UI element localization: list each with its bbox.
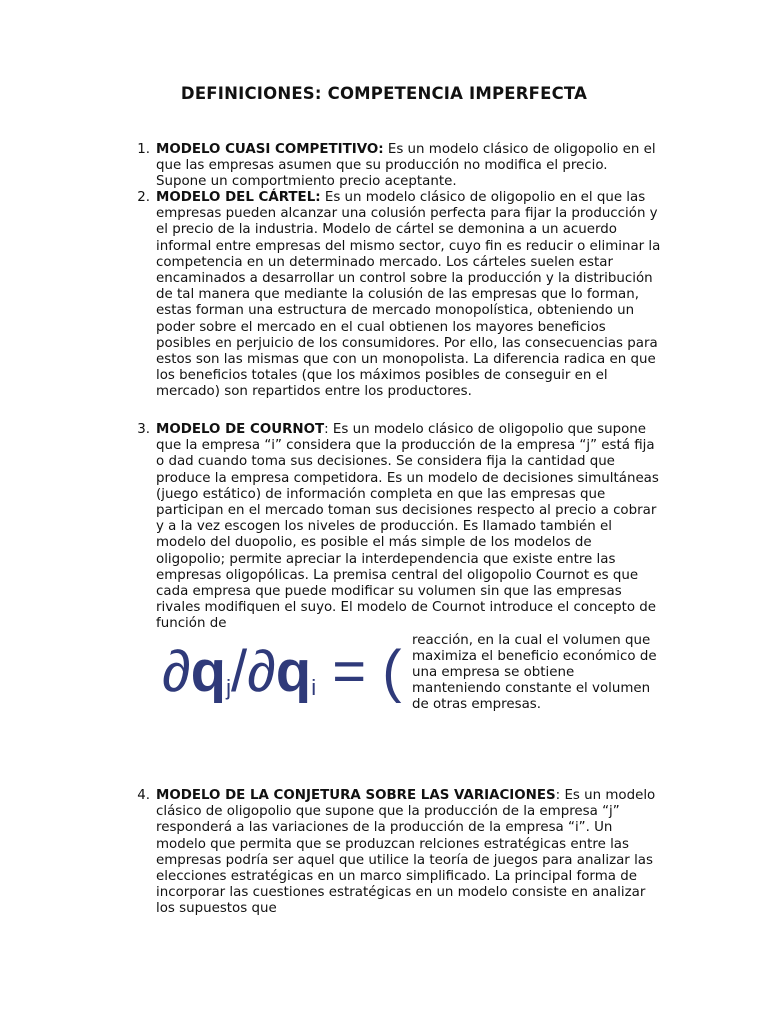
list-item-body [156,422,661,633]
formula-variable: q [190,638,227,704]
partial-symbol: ∂ [247,638,276,704]
list-item-body [156,142,661,191]
formula-equals: = ( [316,638,402,704]
formula-subscript: i [311,674,317,700]
list-item-body [156,190,661,401]
list-item-heading: MODELO CUASI COMPETITIVO: [156,142,384,157]
list-item-cournot [137,422,661,723]
list-number: 1. [137,142,150,157]
list-item-conjetura-variaciones [137,788,661,918]
formula-variable: q [275,638,312,704]
list-item-heading: MODELO DE LA CONJETURA SOBRE LAS VARIACIONES [156,788,556,803]
list-item-cuasi-competitivo [137,142,661,191]
list-number: 4. [137,788,150,803]
list-number: 3. [137,422,150,437]
formula-row [156,633,661,723]
partial-symbol: ∂ [162,638,191,704]
list-item-cartel [137,190,661,401]
list-item-body [156,788,661,918]
formula-subscript: j [226,674,231,700]
list-item-heading: MODELO DE COURNOT [156,422,325,437]
reaction-formula [162,637,402,723]
list-number: 2. [137,190,150,205]
list-item-text: : Es un modelo clásico de oligopolio que supone que la empresa “i” considera que la producción de la empresa “j” está fija o dad cuando toma sus decisiones. Se considera fija la cantidad que produce la empresa competidora. Es un modelo de decisiones simultáneas (juego estático) de información completa en que las empresas que participan en el mercado toman sus decisiones respecto al precio a cobrar y a la vez escogen los niveles de producción. Es llamado también el modelo del duopolio, es posible el más simple de los modelos de oligopolio; permite apreciar la interdependencia que existe entre las empresas oligopólicas. La premisa central del oligopolio Cournot es que cada empresa que puede modificar su volumen sin que las empresas rivales modifiquen el suyo. El modelo de Cournot introduce el concepto de función de [156,422,659,632]
list-item-text: Es un modelo clásico de oligopolio en el que las empresas pueden alcanzar una colusión perfecta para fijar la producción y el precio de la industria. Modelo de cártel se demonina a un acuerdo informal entre empresas del mismo sector, cuyo fin es reducir o eliminar la competencia en un determinado mercado. Los cárteles suelen estar encaminados a desarrollar un control sobre la producción y la distribución de tal manera que mediante la colusión de las empresas que lo forman, estas forman una estructura de mercado monopolística, obteniendo un poder sobre el mercado en el cual obtienen los mayores beneficios posibles en perjuicio de los consumidores. Por ello, las consecuencias para estos son las mismas que con un monopolista. La diferencia radica en que los beneficios totales (que los máximos posibles de conseguir en el mercado) son repartidos entre los productores. [156,190,661,400]
reaction-formula-image [156,633,412,723]
list-item-text-wrap: reacción, en la cual el volumen que maximiza el beneficio económico de una empresa se obtiene manteniendo constante el volumen de otras empresas. [412,632,657,713]
document-title: DEFINICIONES: COMPETENCIA IMPERFECTA [180,84,588,103]
list-item-text: : Es un modelo clásico de oligopolio que supone que la producción de la empresa “j” responderá a las variaciones de la producción de la empresa “i”. Un modelo que permita que se produzcan relciones estratégicas entre las empresas podría ser aquel que utilice la teoría de juegos para analizar las elecciones estratégicas en un marco simplificado. La principal forma de incorporar las cuestiones estratégicas en un modelo consiste en analizar los supuestos que [156,788,656,917]
list-item-text: Es un modelo clásico de oligopolio en el que las empresas asumen que su producción no modifica el precio. Supone un comportmiento precio aceptante. [156,142,656,190]
list-item-heading: MODELO DEL CÁRTEL: [156,190,321,205]
formula-slash: / [231,638,248,704]
